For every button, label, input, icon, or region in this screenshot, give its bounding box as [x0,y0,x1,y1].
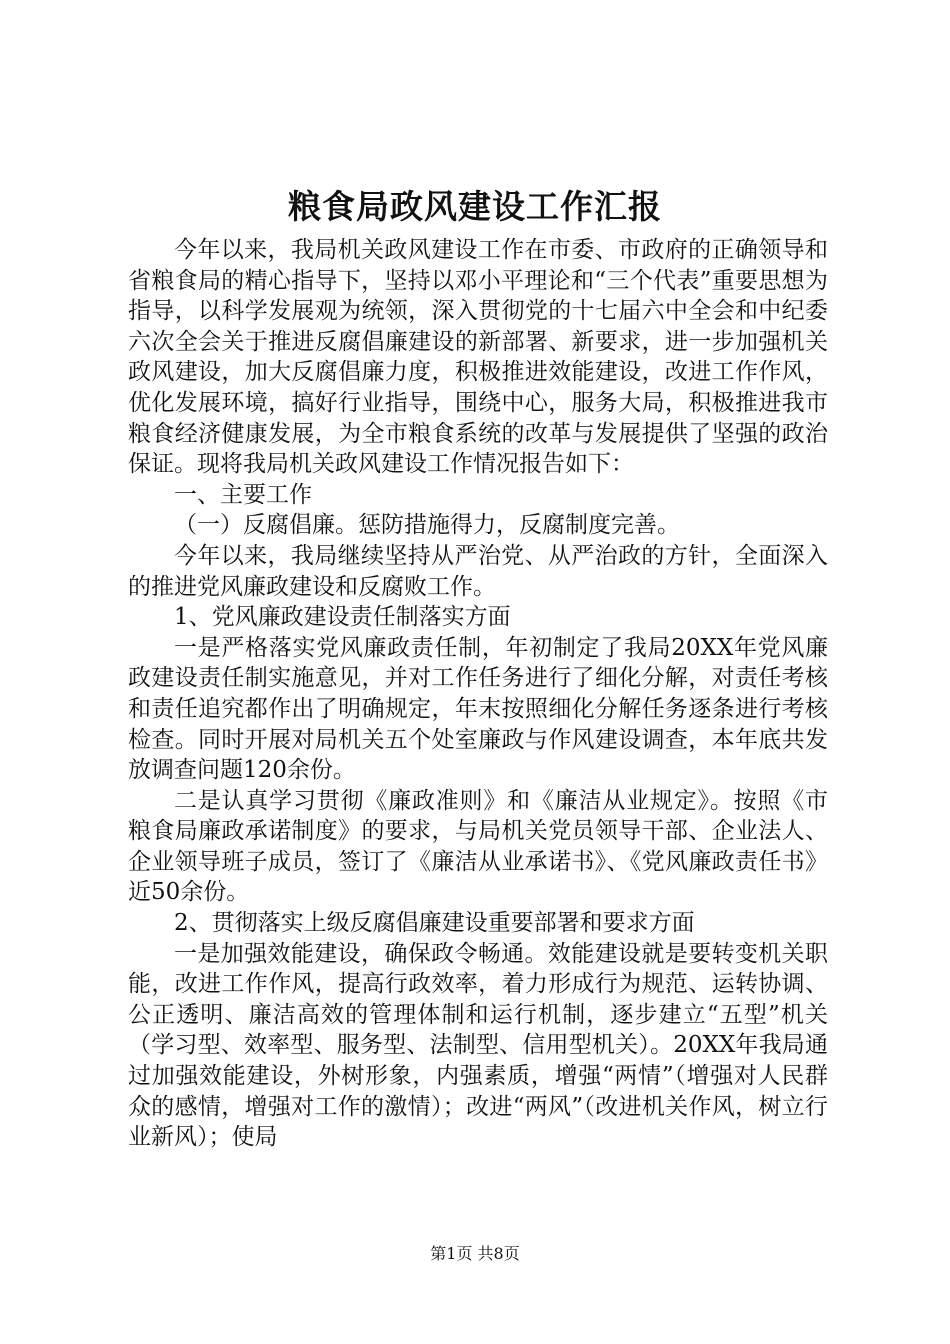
document-body [128,235,828,1153]
intro-paragraph: 今年以来，我局机关政风建设工作在市委、市政府的正确领导和省粮食局的精心指导下，坚持以邓小平理论和“三个代表”重要思想为指导，以科学发展观为统领，深入贯彻党的十七届六中全会和中纪委六次全会关于推进反腐倡廉建设的新部署、新要求，进一步加强机关政风建设，加大反腐倡廉力度，积极推进效能建设，改进工作作风，优化发展环境，搞好行业指导，围绕中心，服务大局，积极推进我市粮食经济健康发展，为全市粮食系统的改革与发展提供了坚强的政治保证。现将我局机关政风建设工作情况报告如下： [128,237,828,478]
paragraph-responsibility-1: 一是严格落实党风廉政责任制，年初制定了我局20XX年党风廉政建设责任制实施意见，并对工作任务进行了细化分解，对责任考核和责任追究都作出了明确规定，年末按照细化分解任务逐条进行考核检查。同时开展对局机关五个处室廉政与作风建设调查，本年底共发放调查问题120余份。 [128,634,828,784]
paragraph-anticorruption-summary: 今年以来，我局继续坚持从严治党、从严治政的方针，全面深入的推进党风廉政建设和反腐败工作。 [128,542,828,600]
subsection-heading-anticorruption: （一）反腐倡廉。惩防措施得力，反腐制度完善。 [174,512,680,539]
paragraph-efficiency: 一是加强效能建设，确保政令畅通。效能建设就是要转变机关职能，改进工作作风，提高行政效率，着力形成行为规范、运转协调、公正透明、廉洁高效的管理体制和运行机制，逐步建立“五型”机关（学习型、效率型、服务型、法制型、信用型机关）。20XX年我局通过加强效能建设，外树形象，内强素质，增强“两情”（增强对人民群众的感情，增强对工作的激情）；改进“两风”（改进机关作风，树立行业新风）；使局 [128,940,828,1151]
page-footer: 第1页 共8页 [430,1244,520,1263]
item-heading-implementation: 2、贯彻落实上级反腐倡廉建设重要部署和要求方面 [174,910,695,937]
section-heading-main-work: 一、主要工作 [174,481,312,508]
item-heading-responsibility-system: 1、党风廉政建设责任制落实方面 [174,604,511,631]
paragraph-responsibility-2: 二是认真学习贯彻《廉政准则》和《廉洁从业规定》。按照《市粮食局廉政承诺制度》的要求，与局机关党员领导干部、企业法人、企业领导班子成员，签订了《廉洁从业承诺书》、《党风廉政责任书》近50余份。 [128,787,828,906]
document-title: 粮食局政风建设工作汇报 [288,187,662,226]
